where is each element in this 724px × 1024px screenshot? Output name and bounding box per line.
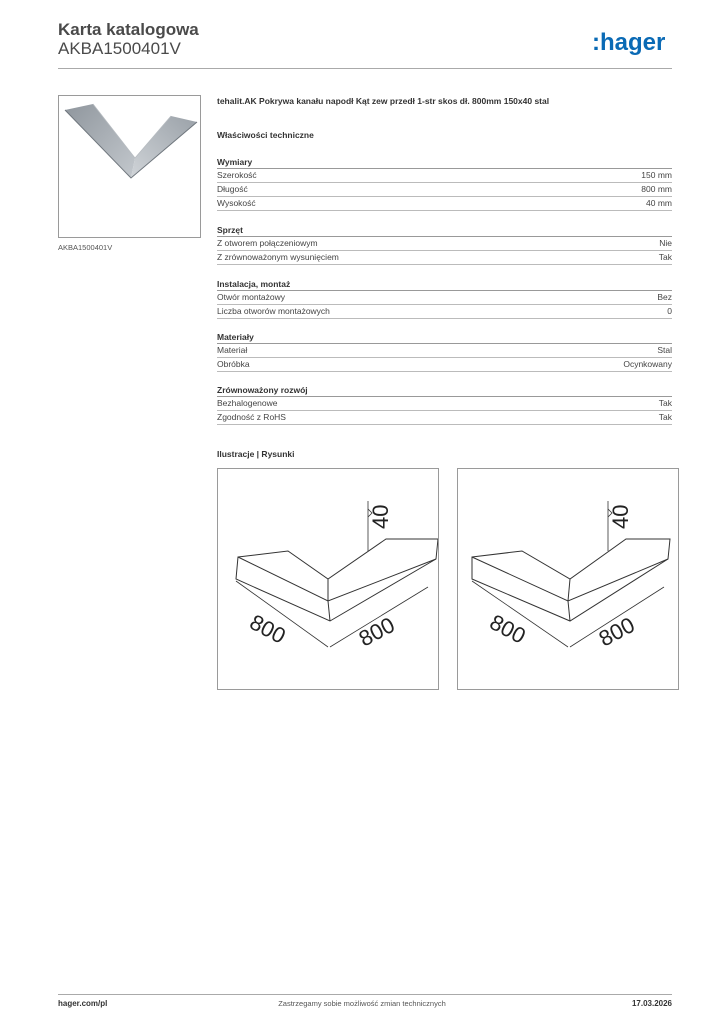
illustrations-heading: Ilustracje | Rysunki	[217, 449, 295, 459]
property-value: Nie	[659, 238, 672, 248]
technical-properties-heading: Właściwości techniczne	[217, 130, 314, 140]
property-value: Tak	[658, 412, 672, 422]
property-value: Ocynkowany	[623, 359, 672, 369]
property-label: Materiał	[217, 345, 248, 355]
property-value: Stal	[657, 345, 672, 355]
drawing-svg	[458, 469, 678, 689]
product-code: AKBA1500401V	[58, 39, 181, 58]
footer-date: 17.03.2026	[631, 999, 672, 1008]
property-value: 150 mm	[641, 170, 672, 180]
property-label: Bezhalogenowe	[217, 398, 278, 408]
section-title: Wymiary	[217, 156, 672, 169]
footer-disclaimer: Zastrzegamy sobie możliwość zmian technicznych	[278, 999, 446, 1008]
property-row	[217, 251, 672, 265]
corner-cover-image	[59, 96, 200, 237]
technical-drawing-2	[457, 468, 679, 690]
property-value: Tak	[658, 398, 672, 408]
height-dimension-label: 40	[608, 504, 633, 529]
section-title: Zrównoważony rozwój	[217, 384, 672, 397]
hager-logo-text: :hager	[592, 29, 666, 56]
property-label: Otwór montażowy	[217, 292, 286, 302]
section-materials	[217, 331, 672, 372]
property-row	[217, 291, 672, 305]
drawing-svg	[218, 469, 438, 689]
section-equipment	[217, 224, 672, 265]
property-row	[217, 183, 672, 197]
footer-divider	[58, 994, 672, 995]
length-dimension-left: 800	[485, 609, 530, 649]
product-title: tehalit.AK Pokrywa kanału napodł Kąt zew przedł 1-str skos dł. 800mm 150x40 stal	[217, 96, 550, 106]
property-value: 800 mm	[641, 184, 672, 194]
property-label: Długość	[217, 184, 248, 194]
property-value: 0	[667, 306, 672, 316]
property-row	[217, 305, 672, 319]
section-title: Instalacja, montaż	[217, 278, 672, 291]
section-dimensions	[217, 156, 672, 211]
header-divider	[58, 68, 672, 69]
section-sustainability	[217, 384, 672, 425]
property-row	[217, 237, 672, 251]
property-row	[217, 197, 672, 211]
technical-drawing-1	[217, 468, 439, 690]
footer-website-link[interactable]: hager.com/pl	[58, 999, 108, 1008]
property-row	[217, 358, 672, 372]
property-label: Wysokość	[217, 198, 256, 208]
document-title: Karta katalogowa	[58, 20, 199, 39]
property-value: 40 mm	[646, 198, 672, 208]
length-dimension-right: 800	[594, 612, 639, 652]
height-dimension-label: 40	[368, 504, 393, 529]
length-dimension-right: 800	[354, 612, 399, 652]
product-photo	[58, 95, 201, 238]
property-value: Bez	[657, 292, 672, 302]
property-row	[217, 169, 672, 183]
property-label: Z otworem połączeniowym	[217, 238, 318, 248]
property-row	[217, 411, 672, 425]
property-label: Zgodność z RoHS	[217, 412, 286, 422]
property-label: Z zrównoważonym wysunięciem	[217, 252, 339, 262]
section-title: Materiały	[217, 331, 672, 344]
photo-caption: AKBA1500401V	[58, 243, 113, 252]
hager-logo	[592, 28, 676, 58]
property-label: Liczba otworów montażowych	[217, 306, 330, 316]
length-dimension-left: 800	[245, 609, 290, 649]
property-row	[217, 344, 672, 358]
property-value: Tak	[658, 252, 672, 262]
property-row	[217, 397, 672, 411]
section-installation	[217, 278, 672, 319]
property-label: Szerokość	[217, 170, 257, 180]
property-label: Obróbka	[217, 359, 250, 369]
section-title: Sprzęt	[217, 224, 672, 237]
